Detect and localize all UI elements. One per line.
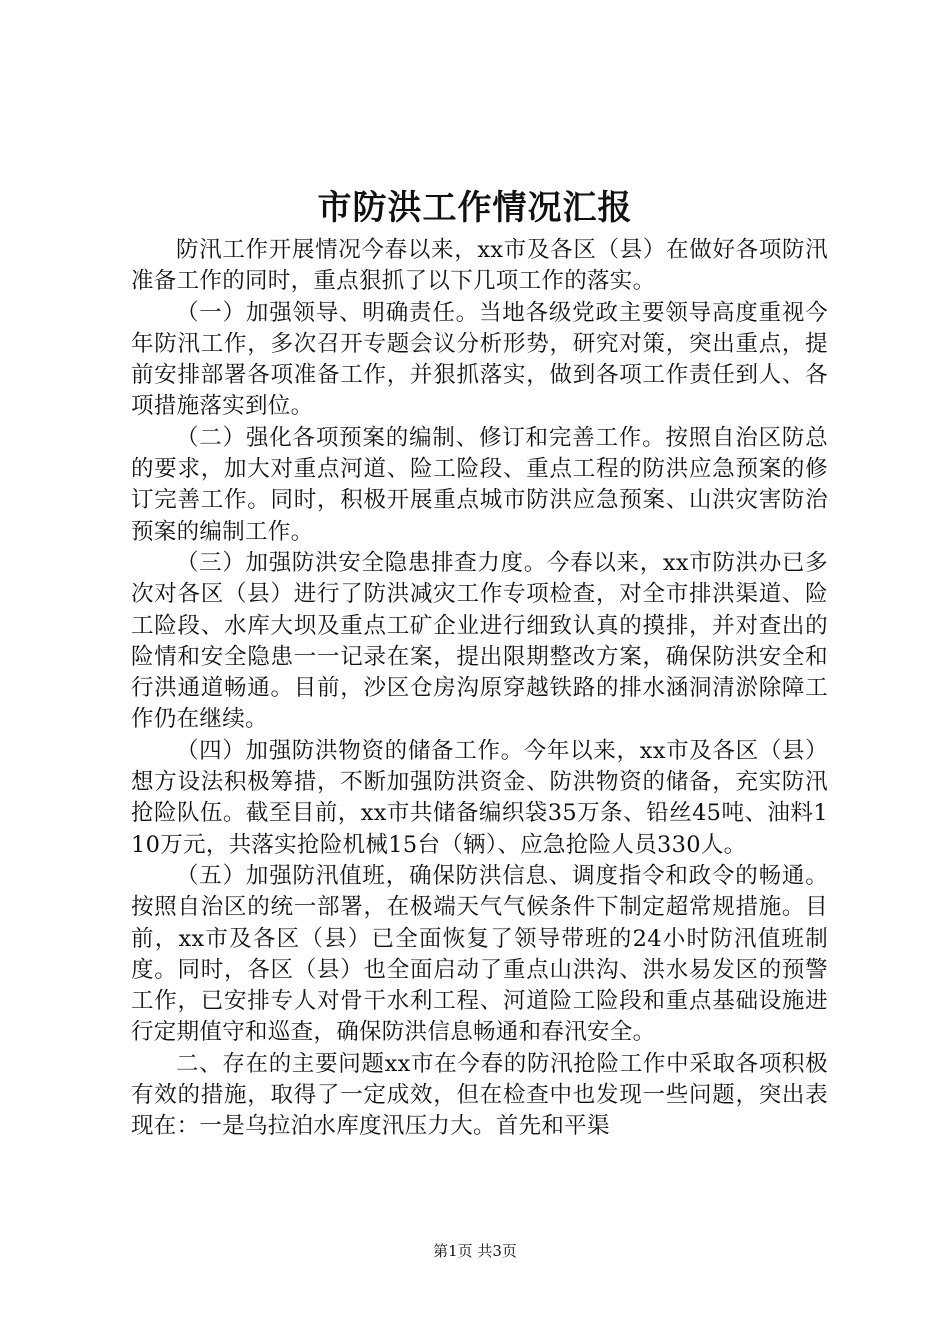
paragraph-item-1: （一）加强领导、明确责任。当地各级党政主要领导高度重视今年防汛工作，多次召开专题会议分析形势，研究对策，突出重点，提前安排部署各项准备工作，并狠抓落实，做到各项工作责任到人、各项措施落实到位。 (131, 299, 828, 420)
paragraph-intro: 防汛工作开展情况今春以来，xx市及各区（县）在做好各项防汛准备工作的同时，重点狠抓了以下几项工作的落实。 (131, 237, 828, 295)
paragraph-item-4: （四）加强防洪物资的储备工作。今年以来，xx市及各区（县）想方设法积极筹措，不断加强防洪资金、防洪物资的储备，充实防汛抢险队伍。截至目前，xx市共储备编织袋35万条、铅丝45吨、油料110万元，共落实抢险机械15台（辆）、应急抢险人员330人。 (131, 737, 828, 858)
paragraph-item-5: （五）加强防汛值班，确保防洪信息、调度指令和政令的畅通。按照自治区的统一部署，在极端天气气候条件下制定超常规措施。目前，xx市及各区（县）已全面恢复了领导带班的24小时防汛值班制度。同时，各区（县）也全面启动了重点山洪沟、洪水易发区的预警工作，已安排专人对骨干水利工程、河道险工险段和重点基础设施进行定期值守和巡查，确保防洪信息畅通和春汛安全。 (131, 862, 828, 1046)
page-footer: 第1页 共3页 (433, 1242, 517, 1260)
document-body (131, 235, 828, 1143)
paragraph-item-2: （二）强化各项预案的编制、修订和完善工作。按照自治区防总的要求，加大对重点河道、险工险段、重点工程的防洪应急预案的修订完善工作。同时，积极开展重点城市防洪应急预案、山洪灾害防治预案的编制工作。 (131, 424, 828, 545)
paragraph-item-3: （三）加强防洪安全隐患排查力度。今春以来，xx市防洪办已多次对各区（县）进行了防洪减灾工作专项检查，对全市排洪渠道、险工险段、水库大坝及重点工矿企业进行细致认真的摸排，并对查出的险情和安全隐患一一记录在案，提出限期整改方案，确保防洪安全和行洪通道畅通。目前，沙区仓房沟原穿越铁路的排水涵洞清淤除障工作仍在继续。 (131, 549, 828, 733)
document-title: 市防洪工作情况汇报 (317, 188, 633, 228)
paragraph-problems: 二、存在的主要问题xx市在今春的防汛抢险工作中采取各项积极有效的措施，取得了一定成效，但在检查中也发现一些问题，突出表现在：一是乌拉泊水库度汛压力大。首先和平渠 (131, 1050, 828, 1140)
